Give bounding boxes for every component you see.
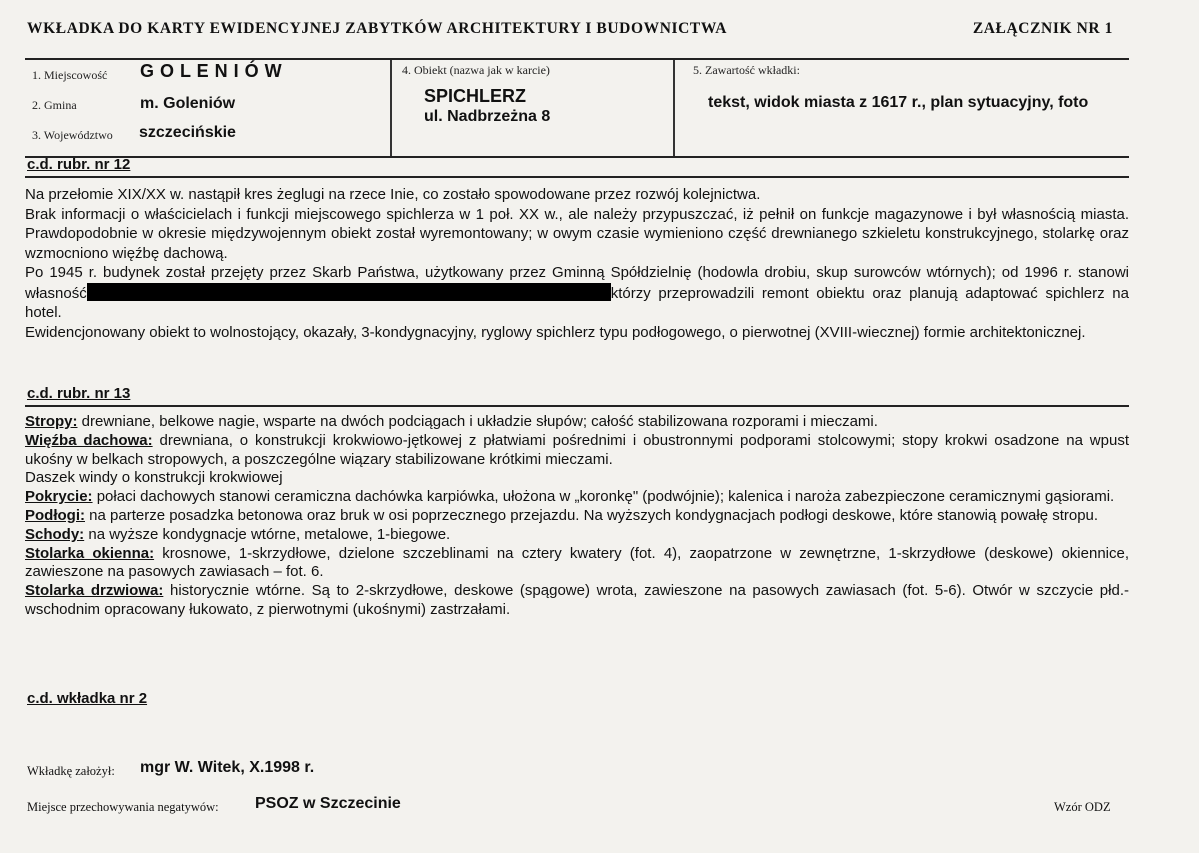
storage-label: Miejsce przechowywania negatywów: (27, 800, 219, 814)
section-13-text (25, 413, 1129, 620)
paragraph (25, 432, 1129, 470)
paragraph-text: którzy przeprowadzili remont obiektu oraz planują adaptować spichlerz na hotel. (25, 284, 1129, 321)
paragraph-text: drewniana, o konstrukcji krokwiowo-jętkowej z płatwiami pośrednimi i obustronnymi podporami stolcowymi; stopy krokwi osadzone na wpust ukośny w belkach stropowych, a poszczególne wiązary stabilizowane krótkimi mieczami. (25, 431, 1129, 468)
term-podlogi: Podłogi: (25, 506, 85, 524)
column-divider (673, 60, 675, 156)
paragraph-text: na wyższe kondygnacje wtórne, metalowe, 1-biegowe. (84, 525, 451, 543)
obiekt-name: SPICHLERZ (424, 86, 527, 106)
term-stropy: Stropy: (25, 413, 78, 430)
section-rule (25, 405, 1129, 407)
redaction-bar (87, 283, 611, 301)
attachment-number: ZAŁĄCZNIK NR 1 (972, 20, 1113, 37)
term-pokrycie: Pokrycie: (25, 488, 93, 506)
paragraph (25, 413, 1129, 432)
paragraph (25, 526, 1129, 545)
form-template-id: Wzór ODZ (1054, 800, 1111, 814)
section-13-heading: c.d. rubr. nr 13 (27, 385, 131, 402)
term-stolarka-drzwiowa: Stolarka drzwiowa: (25, 582, 164, 600)
paragraph-text: na parterze posadzka betonowa oraz bruk w osi poprzecznego przejazdu. Na wyższych kondygnacjach podłogi deskowe, które stanowią powałę stropu. (85, 506, 1099, 524)
section-12-heading: c.d. rubr. nr 12 (27, 156, 131, 173)
paragraph: Na przełomie XIX/XX w. nastąpił kres żeglugi na rzece Inie, co zostało spowodowane przez rozwój kolejnictwa. (25, 186, 761, 203)
term-schody: Schody: (25, 525, 85, 543)
paragraph (25, 488, 1129, 507)
paragraph (25, 263, 1129, 323)
column-divider (390, 60, 392, 156)
header-fields-box (25, 58, 1129, 158)
form-title: WKŁADKA DO KARTY EWIDENCYJNEJ ZABYTKÓW ARCHITEKTURY I BUDOWNICTWA (27, 20, 728, 37)
paragraph (25, 545, 1129, 583)
miejscowosc-value: G O L E N I Ó W (140, 61, 283, 81)
paragraph (25, 582, 1129, 620)
obiekt-address: ul. Nadbrzeżna 8 (424, 108, 551, 125)
term-wiezba: Więźba dachowa: (25, 431, 153, 449)
term-stolarka-okienna: Stolarka okienna: (25, 544, 155, 562)
zawartosc-label: 5. Zawartość wkładki: (693, 63, 800, 77)
storage-value: PSOZ w Szczecinie (255, 795, 401, 812)
gmina-value: m. Goleniów (140, 95, 236, 112)
paragraph (25, 507, 1129, 526)
paragraph: Brak informacji o właścicielach i funkcji miejscowego spichlerza w 1 poł. XX w., ale należy przypuszczać, iż pełnił on funkcje magazynowe i był własnością miasta. Prawdopodobnie w okresie międzywojennym obiekt został wyremontowany; w owym czasie wymieniono część drewnianego szkieletu konstrukcyjnego, stolarkę oraz wzmocniono więźbę dachową. (25, 205, 1129, 262)
section-12-text (25, 185, 1129, 342)
paragraph: Ewidencjonowany obiekt to wolnostojący, okazały, 3-kondygnacyjny, ryglowy spichlerz typu podłogowego, o pierwotnej (XVIII-wiecznej) formie architektonicznej. (25, 323, 1086, 341)
continuation-note: c.d. wkładka nr 2 (27, 690, 148, 707)
wojewodztwo-label: 3. Województwo (32, 128, 113, 142)
section-rule (25, 176, 1129, 178)
zawartosc-value: tekst, widok miasta z 1617 r., plan sytuacyjny, foto (708, 94, 1089, 111)
paragraph-text: Po 1945 r. budynek został przejęty przez Skarb Państwa, użytkowany przez Gminną Spółdzielnię (hodowla drobiu, skup surowców wtórnych); od 1996 r. stanowi własność (25, 264, 1129, 302)
paragraph: Daszek windy o konstrukcji krokwiowej (25, 469, 283, 487)
author-value: mgr W. Witek, X.1998 r. (140, 759, 315, 776)
gmina-label: 2. Gmina (32, 98, 77, 112)
paragraph-text: drewniane, belkowe nagie, wsparte na dwóch podciągach i układzie słupów; całość stabilizowana rozporami i mieczami. (77, 413, 878, 430)
paragraph-text: krosnowe, 1-skrzydłowe, dzielone szczeblinami na cztery kwatery (fot. 4), zaopatrzone w zewnętrzne, 1-skrzydłowe (deskowe) okiennice, zawieszone na pasowych zawiasach – fot. 6. (25, 544, 1130, 581)
wojewodztwo-value: szczecińskie (139, 124, 236, 141)
miejscowosc-label: 1. Miejscowość (32, 68, 108, 82)
obiekt-label: 4. Obiekt (nazwa jak w karcie) (402, 63, 550, 77)
author-label: Wkładkę założył: (27, 764, 115, 778)
paragraph-text: połaci dachowych stanowi ceramiczna dachówka karpiówka, ułożona w „koronkę" (podwójnie); kalenica i naroża zabezpieczone ceramicznymi gąsiorami. (92, 488, 1115, 506)
paragraph-text: historycznie wtórne. Są to 2-skrzydłowe, deskowe (spągowe) wrota, zawieszone na pasowych zawiasach (fot. 5-6). Otwór w szczycie płd.-wschodnim opracowany łukowato, z pierwotnymi (ukośnymi) zastrzałami. (25, 582, 1129, 618)
